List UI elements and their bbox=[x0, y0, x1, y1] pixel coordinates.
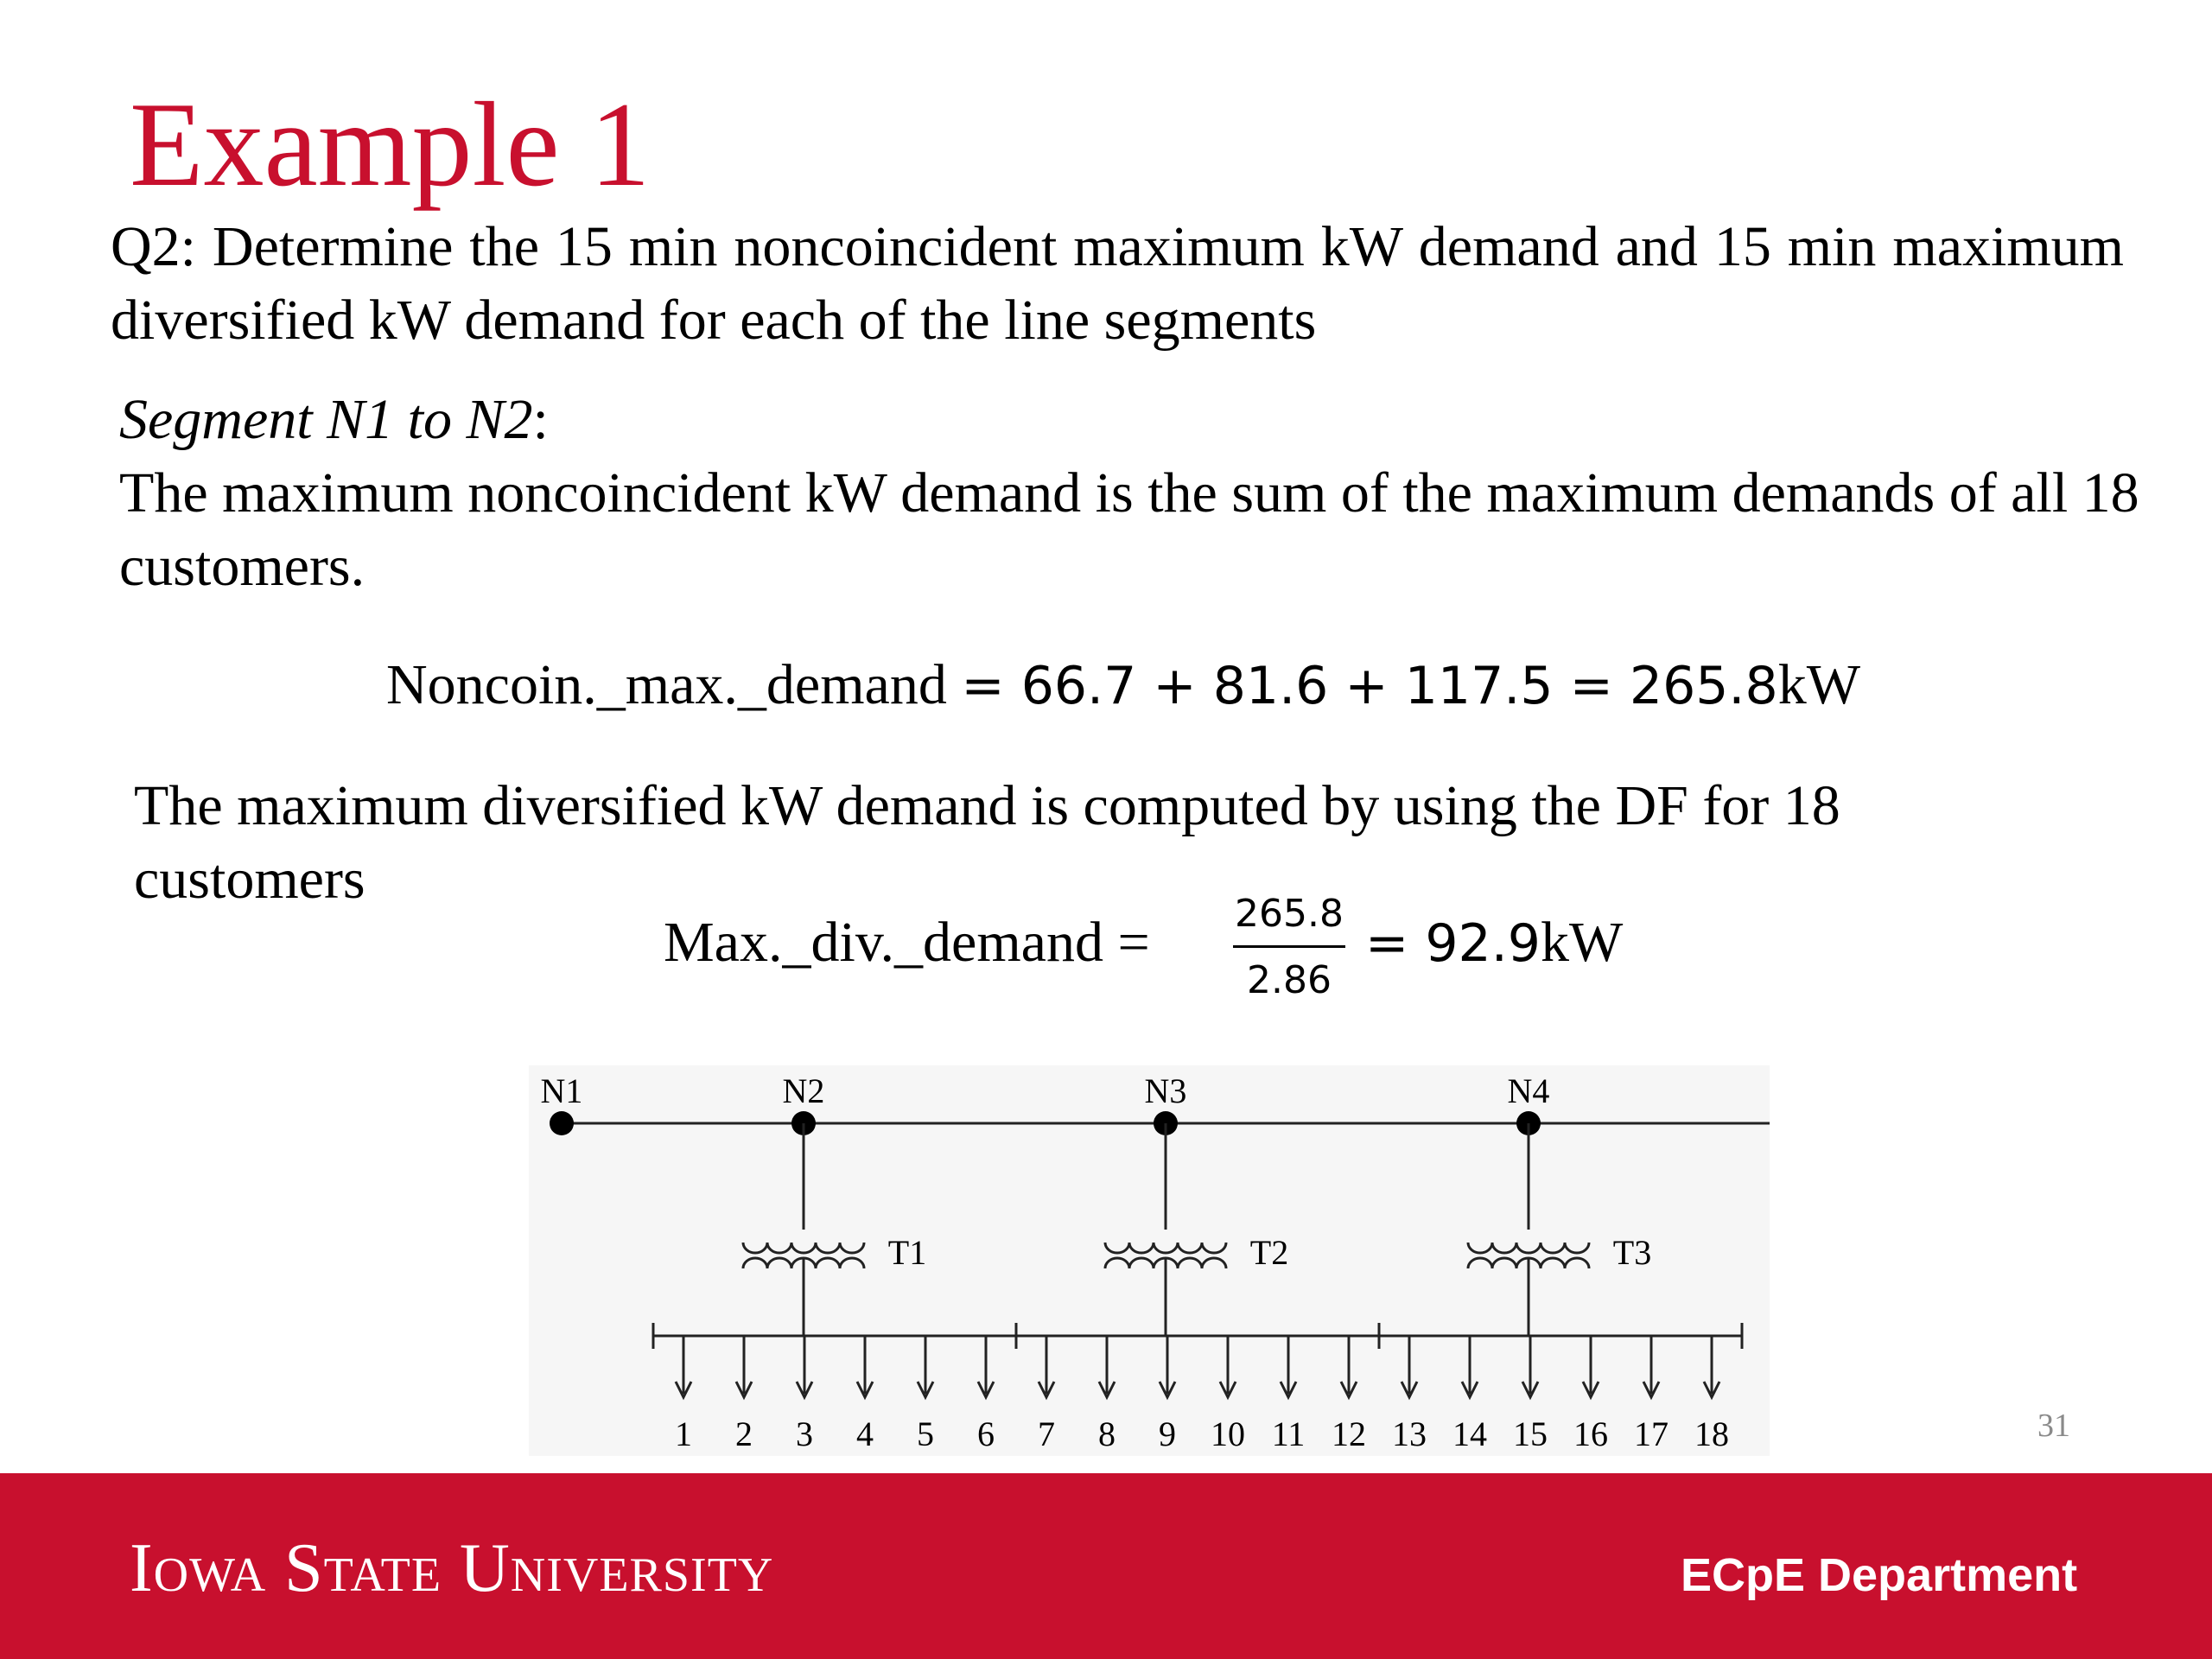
node-label-n3: N3 bbox=[1144, 1071, 1187, 1110]
node-n1-dot bbox=[550, 1111, 574, 1135]
transformer-label-t3: T3 bbox=[1612, 1233, 1652, 1272]
customer-label-6: 6 bbox=[977, 1414, 995, 1453]
eq2-rhs-value: = 92.9 bbox=[1365, 913, 1541, 974]
eq1-rhs: = 66.7 + 81.6 + 117.5 = 265.8 bbox=[961, 656, 1778, 716]
segment-heading-colon: : bbox=[532, 388, 549, 451]
customer-label-10: 10 bbox=[1211, 1414, 1245, 1453]
customer-label-14: 14 bbox=[1452, 1414, 1487, 1453]
fraction-numerator: 265.8 bbox=[1233, 888, 1345, 948]
eq2-unit: kW bbox=[1540, 911, 1624, 974]
customer-label-11: 11 bbox=[1271, 1414, 1306, 1453]
university-logo-text: Iowa State University bbox=[130, 1530, 774, 1606]
customer-label-2: 2 bbox=[735, 1414, 753, 1453]
customer-label-13: 13 bbox=[1392, 1414, 1427, 1453]
transformer-label-t1: T1 bbox=[887, 1233, 927, 1272]
node-label-n1: N1 bbox=[540, 1071, 583, 1110]
diversified-paragraph: The maximum diversified kW demand is computed by using the DF for 18 customers bbox=[134, 774, 1840, 911]
customer-label-16: 16 bbox=[1573, 1414, 1608, 1453]
department-name: ECpE Department bbox=[1681, 1549, 2078, 1601]
noncoincident-paragraph: The maximum noncoincident kW demand is the sum of the maximum demands of all 18 customers. bbox=[119, 461, 2139, 598]
customer-label-3: 3 bbox=[796, 1414, 813, 1453]
eq1-lhs: Noncoin._max._demand bbox=[386, 653, 947, 716]
feeder-diagram bbox=[529, 1065, 1770, 1456]
customer-label-8: 8 bbox=[1098, 1414, 1116, 1453]
t2-primary-winding bbox=[1105, 1243, 1226, 1253]
node-label-n4: N4 bbox=[1507, 1071, 1550, 1110]
customer-label-5: 5 bbox=[917, 1414, 934, 1453]
diversified-equation-lhs: Max._div._demand = bbox=[664, 911, 1150, 974]
noncoincident-equation bbox=[386, 648, 1860, 723]
page-number: 31 bbox=[2037, 1408, 2070, 1444]
customer-label-18: 18 bbox=[1694, 1414, 1729, 1453]
fraction-denominator: 2.86 bbox=[1247, 958, 1332, 1002]
question-text: Q2: Determine the 15 min noncoincident maximum kW demand and 15 min maximum diversified kW demand for each of the line segments bbox=[111, 215, 2124, 352]
eq1-unit: kW bbox=[1777, 653, 1860, 716]
segment-heading-label: Segment N1 to N2 bbox=[119, 388, 533, 451]
t3-primary-winding bbox=[1468, 1243, 1589, 1253]
customer-label-12: 12 bbox=[1332, 1414, 1366, 1453]
slide-title: Example 1 bbox=[130, 78, 651, 212]
node-label-n2: N2 bbox=[782, 1071, 825, 1110]
diversified-equation-rhs bbox=[1365, 906, 1623, 981]
diversified-fraction bbox=[1233, 888, 1345, 1007]
segment-heading bbox=[119, 383, 549, 456]
customer-label-4: 4 bbox=[856, 1414, 874, 1453]
feeder-diagram-svg bbox=[529, 1065, 1770, 1456]
customer-label-15: 15 bbox=[1513, 1414, 1548, 1453]
customer-label-9: 9 bbox=[1159, 1414, 1176, 1453]
customer-label-17: 17 bbox=[1634, 1414, 1669, 1453]
customer-label-1: 1 bbox=[675, 1414, 692, 1453]
t1-primary-winding bbox=[743, 1243, 864, 1253]
customer-label-7: 7 bbox=[1038, 1414, 1055, 1453]
transformer-label-t2: T2 bbox=[1249, 1233, 1289, 1272]
